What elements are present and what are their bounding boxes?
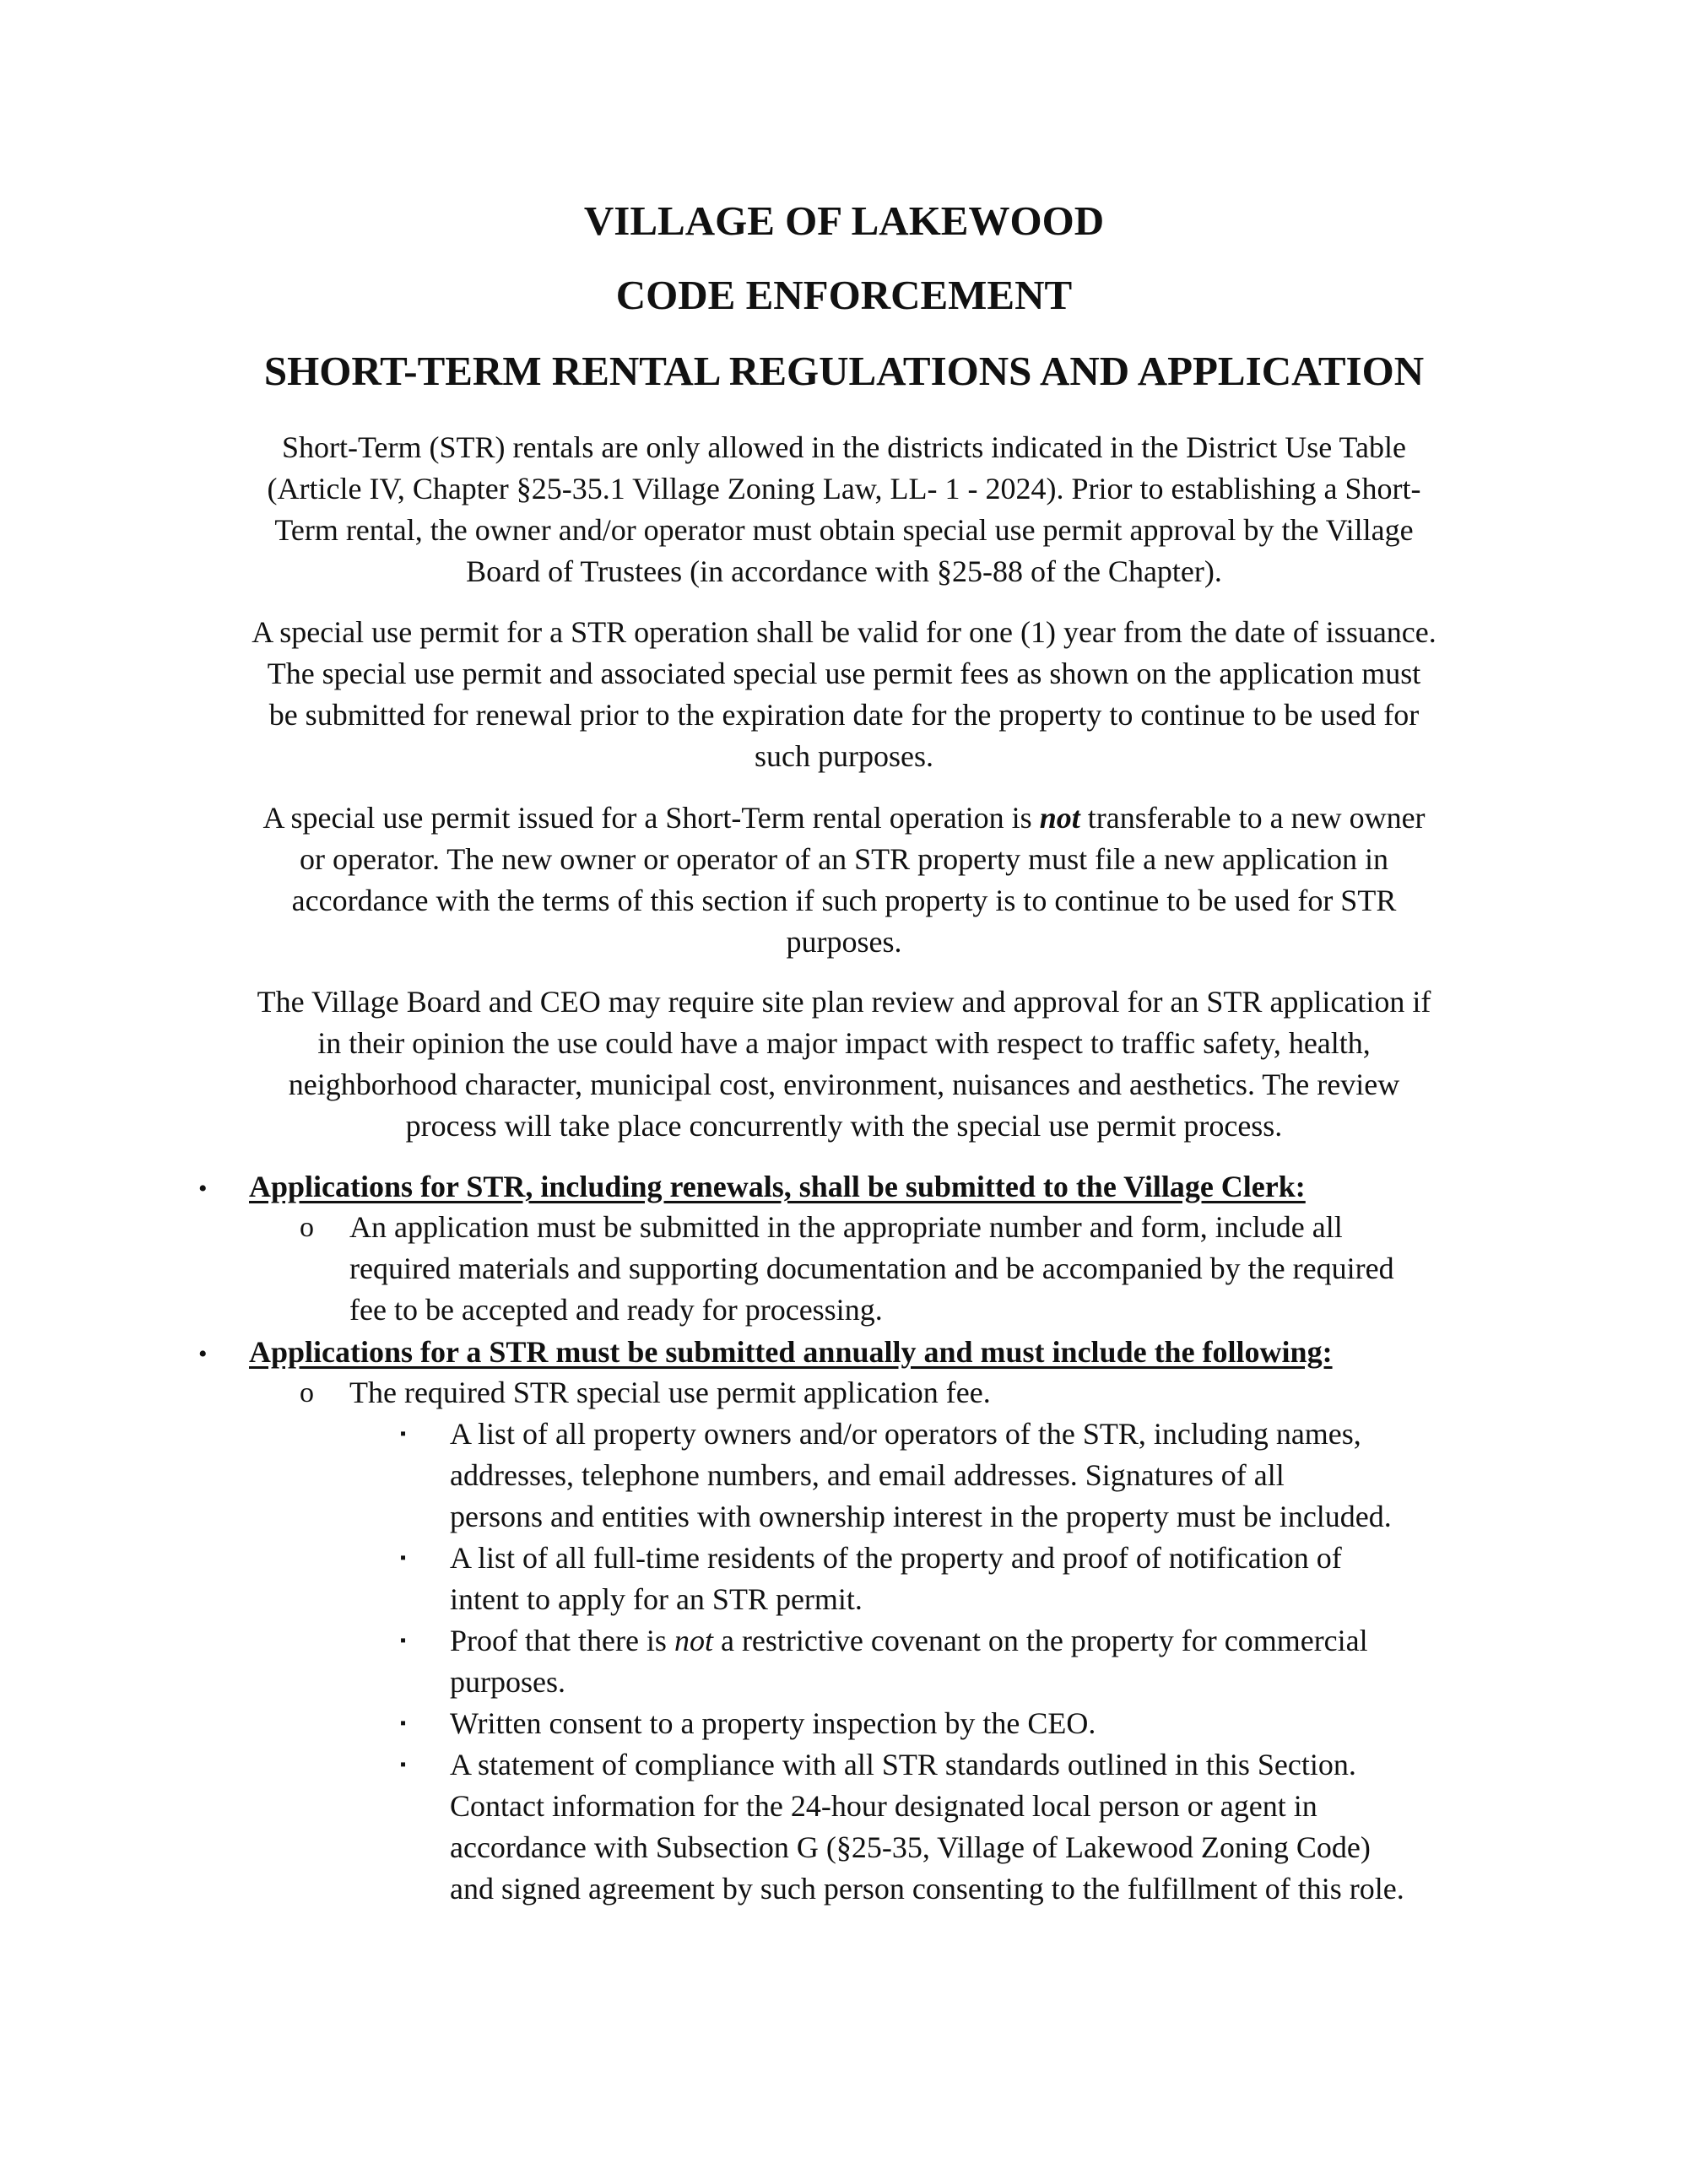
paragraph-line: or operator. The new owner or operator of an STR property must file a new application in — [300, 842, 1388, 876]
paragraph-line: A special use permit for a STR operation shall be valid for one (1) year from the date of issuance. — [252, 615, 1436, 649]
square-marker: ▪ — [400, 1755, 407, 1774]
paragraph-districts — [190, 427, 1498, 592]
square-marker: ▪ — [400, 1424, 407, 1443]
list-item-line: A statement of compliance with all STR standards outlined in this Section. — [450, 1748, 1356, 1781]
list-item-line: a restrictive covenant on the property for commercial — [712, 1624, 1368, 1657]
list-item-line: addresses, telephone numbers, and email addresses. Signatures of all — [450, 1458, 1285, 1492]
section-heading-annual: Applications for a STR must be submitted annually and must include the following: — [249, 1335, 1333, 1369]
section-heading-submission: Applications for STR, including renewals, shall be submitted to the Village Clerk: — [249, 1170, 1306, 1203]
sublist-item-residents — [450, 1538, 1547, 1620]
paragraph-line: such purposes. — [755, 739, 933, 773]
square-marker: ▪ — [400, 1631, 407, 1650]
list-item-line: An application must be submitted in the appropriate number and form, include all — [349, 1210, 1343, 1244]
list-item-line: persons and entities with ownership interest in the property must be included. — [450, 1500, 1392, 1533]
list-item-application-form — [349, 1207, 1531, 1331]
paragraph-line: Short-Term (STR) rentals are only allowed in the districts indicated in the District Use Table — [282, 430, 1406, 464]
title-department: CODE ENFORCEMENT — [615, 272, 1073, 318]
paragraph-line: accordance with the terms of this section if such property is to continue to be used for STR — [291, 884, 1397, 917]
paragraph-line: (Article IV, Chapter §25-35.1 Village Zoning Law, LL- 1 - 2024). Prior to establishing a Short- — [267, 472, 1421, 505]
paragraph-line: A special use permit issued for a Short-Term rental operation is — [262, 801, 1040, 835]
emphasis-not: not — [1039, 801, 1080, 835]
bullet-marker: • — [198, 1340, 208, 1368]
sublist-item-inspection: Written consent to a property inspection by the CEO. — [450, 1706, 1096, 1740]
square-marker: ▪ — [400, 1714, 407, 1733]
emphasis-not: not — [674, 1624, 713, 1657]
bullet-marker: • — [198, 1175, 208, 1203]
list-item-line: purposes. — [450, 1665, 565, 1699]
list-item-line: intent to apply for an STR permit. — [450, 1582, 863, 1616]
circle-marker: o — [300, 1212, 314, 1243]
paragraph-line: The Village Board and CEO may require site plan review and approval for an STR application if — [257, 985, 1431, 1019]
paragraph-validity — [190, 612, 1498, 777]
list-item-line: and signed agreement by such person consenting to the fulfillment of this role. — [450, 1872, 1404, 1906]
list-item-line: fee to be accepted and ready for processing. — [349, 1293, 883, 1327]
title-document: SHORT-TERM RENTAL REGULATIONS AND APPLICATION — [263, 348, 1425, 394]
list-item-line: A list of all property owners and/or operators of the STR, including names, — [450, 1417, 1361, 1451]
paragraph-line: neighborhood character, municipal cost, environment, nuisances and aesthetics. The review — [288, 1068, 1400, 1101]
list-item-line: Proof that there is — [450, 1624, 674, 1657]
paragraph-line: purposes. — [786, 925, 902, 959]
paragraph-line: process will take place concurrently with the special use permit process. — [405, 1109, 1283, 1143]
paragraph-transfer — [190, 797, 1498, 963]
sublist-item-covenant — [450, 1620, 1547, 1703]
list-item-line: Contact information for the 24-hour designated local person or agent in — [450, 1789, 1317, 1823]
list-item-line: accordance with Subsection G (§25-35, Village of Lakewood Zoning Code) — [450, 1830, 1371, 1864]
circle-marker: o — [300, 1377, 314, 1408]
paragraph-line: be submitted for renewal prior to the expiration date for the property to continue to be used for — [268, 698, 1420, 732]
paragraph-site-plan — [190, 981, 1498, 1147]
list-item-line: required materials and supporting documentation and be accompanied by the required — [349, 1251, 1394, 1285]
sublist-item-compliance — [450, 1744, 1547, 1910]
paragraph-line: in their opinion the use could have a major impact with respect to traffic safety, health, — [317, 1026, 1371, 1060]
paragraph-line: transferable to a new owner — [1079, 801, 1426, 835]
square-marker: ▪ — [400, 1549, 407, 1567]
paragraph-line: The special use permit and associated special use permit fees as shown on the application must — [267, 657, 1421, 690]
title-village: VILLAGE OF LAKEWOOD — [583, 197, 1105, 244]
list-item-fee: The required STR special use permit application fee. — [349, 1376, 991, 1409]
paragraph-line: Term rental, the owner and/or operator must obtain special use permit approval by the Village — [274, 513, 1414, 547]
paragraph-line: Board of Trustees (in accordance with §25-88 of the Chapter). — [466, 554, 1222, 588]
sublist-item-owners — [450, 1414, 1547, 1538]
list-item-line: A list of all full-time residents of the property and proof of notification of — [450, 1541, 1342, 1575]
